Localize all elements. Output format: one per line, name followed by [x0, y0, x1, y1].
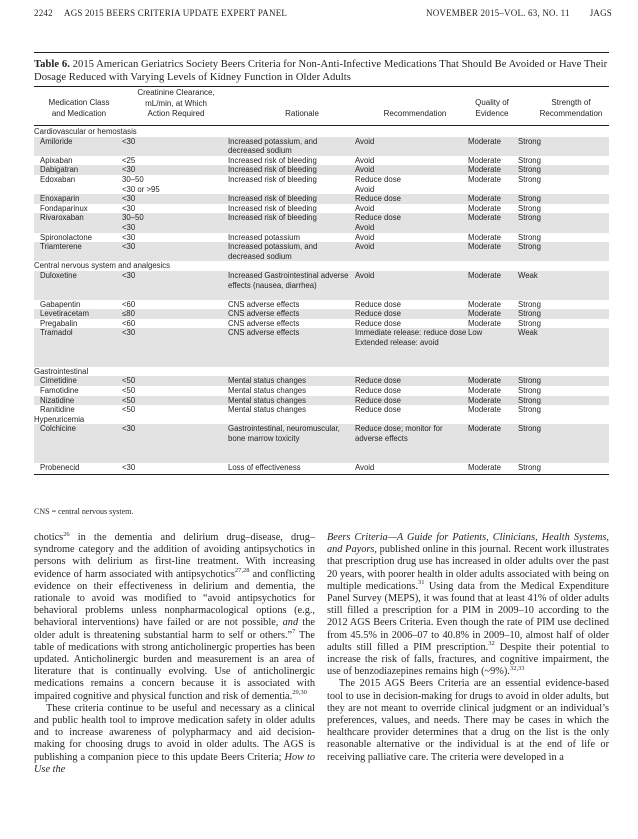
table-row — [34, 204, 609, 214]
header-creatinine: Creatinine Clearance, mL/min, at Which Action Required — [137, 88, 215, 118]
cell-rationale: CNS adverse effects — [228, 328, 300, 338]
paragraph: chotics$^{26}$ in the dementia and delirium drug–disease, drug–syndrome category and the addition of avoiding antipsychotics in persons with delirium as first-line treatment. With increasing evidence of harm associated with antipsychotics$^{27,28}$ and conflicting evidence on their effectiveness in delirium and dementia, the rationale to avoid was modified to “avoid antipsychotics for behavioral problems unless nonpharmacological options (e.g., behavioral interventions) have failed or are not possible, and the older adult is threatening substantial harm to self or others.”$^7$ The table of medications with strong anticholinergic properties has been updated. Anticholinergic burden and measurement is an area of literature that is continually evolving. Use of anticholinergic medications remains a concern because it is associated with impaired cognitive and physical function and risk of dementia.$^{29,30}$ — [34, 530, 316, 702]
table-row — [34, 309, 609, 319]
cell-medication: Spironolactone — [40, 232, 93, 242]
cell-strength: Strong — [518, 386, 541, 396]
cell-rationale: Increased risk of bleeding — [228, 194, 317, 204]
cell-creatinine-clearance: <60 — [122, 299, 136, 309]
header-bottom-rule — [34, 125, 609, 126]
table-row — [34, 328, 609, 366]
paragraph: Beers Criteria—A Guide for Patients, Clinicians, Health Systems, and Payors, published online in this journal. Recent work illustrates that prescription drug use has increased in older adults over the past 20 years, with poorer health in older adults associated with being on multiple medications.$^{31}$ Using data from the Medical Expenditure Panel Survey (MEPS), it was found that at least 41% of older adults still filled a prescription for a PIM in 2009–10 according to the 2012 AGS Beers Criteria. Even though the rate of PIM use declined from 45.5% in 2006–07 to 40.8% in 2009–10, almost half of older adults still filled a PIM prescription.$^{32}$ Despite their potential to increase the risk of falls, fractures, and cognitive impairment, the use of benzodiazepines remains high (~9%).$^{32,33}$ — [327, 532, 610, 678]
cell-quality: Moderate — [468, 203, 501, 213]
table-row — [34, 463, 609, 473]
cell-rationale: Mental status changes — [228, 376, 307, 386]
cell-rationale: Increased risk of bleeding — [228, 165, 317, 175]
cell-recommendation: Reduce dose Avoid — [355, 174, 401, 194]
cell-quality: Moderate — [468, 270, 501, 280]
cell-quality: Moderate — [468, 174, 501, 184]
cell-creatinine-clearance: <30 — [122, 232, 136, 242]
cell-rationale: Increased risk of bleeding — [228, 203, 317, 213]
cell-creatinine-clearance: <25 — [122, 155, 136, 165]
cell-strength: Strong — [518, 405, 541, 415]
cell-creatinine-clearance: 30–50 <30 — [122, 213, 144, 232]
cell-recommendation: Avoid — [355, 165, 375, 175]
cell-creatinine-clearance: <30 — [122, 328, 136, 338]
cell-quality: Moderate — [468, 318, 501, 328]
table-body — [34, 127, 609, 472]
body-column-right — [327, 532, 609, 764]
table-row — [34, 156, 609, 166]
cell-medication: Gabapentin — [40, 299, 81, 309]
cell-strength: Strong — [518, 424, 541, 434]
cell-medication: Apixaban — [40, 155, 73, 165]
table-row — [34, 137, 609, 156]
cell-strength: Strong — [518, 395, 541, 405]
cell-strength: Strong — [518, 318, 541, 328]
table-label: Table 6. — [34, 59, 70, 70]
running-head — [34, 8, 612, 22]
table-caption-text: 2015 American Geriatrics Society Beers Criteria for Non-Anti-Infective Medications That Should Be Avoided or Have Their Dosage Reduced with Varying Levels of Kidney Function in Older Adults — [34, 59, 608, 83]
table-bottom-rule — [34, 474, 609, 475]
table-row — [34, 242, 609, 261]
header-quality: Quality of Evidence — [475, 98, 509, 118]
cell-strength: Strong — [518, 155, 541, 165]
page-number: 2242 — [34, 8, 53, 18]
table-section-heading — [34, 261, 609, 271]
cell-strength: Strong — [518, 242, 541, 252]
cell-strength: Strong — [518, 462, 541, 472]
table-row — [34, 271, 609, 300]
section-label: Cardiovascular or hemostasis — [34, 127, 137, 136]
section-label: Gastrointestinal — [34, 366, 89, 376]
cell-medication: Famotidine — [40, 386, 79, 396]
cell-rationale: CNS adverse effects — [228, 299, 300, 309]
section-label: Hyperuricemia — [34, 414, 85, 424]
cell-medication: Colchicine — [40, 424, 76, 434]
cell-medication: Nizatidine — [40, 395, 75, 405]
table-row — [34, 213, 609, 232]
cell-medication: Rivaroxaban — [40, 213, 84, 223]
caption-top-rule — [34, 52, 609, 53]
cell-recommendation: Reduce dose — [355, 299, 401, 309]
table-row — [34, 233, 609, 243]
cell-quality: Moderate — [468, 376, 501, 386]
cell-quality: Moderate — [468, 232, 501, 242]
cell-recommendation: Reduce dose — [355, 309, 401, 319]
table-row — [34, 386, 609, 396]
cell-rationale: CNS adverse effects — [228, 318, 300, 328]
cell-creatinine-clearance: 30–50 <30 or >95 — [122, 174, 160, 194]
cell-quality: Moderate — [468, 386, 501, 396]
cell-strength: Weak — [518, 270, 538, 280]
cell-quality: Moderate — [468, 242, 501, 252]
cell-medication: Tramadol — [40, 328, 73, 338]
header-strength: Strength of Recommendation — [539, 98, 603, 118]
cell-quality: Moderate — [468, 136, 501, 146]
cell-quality: Moderate — [468, 395, 501, 405]
cell-recommendation: Avoid — [355, 155, 375, 165]
cell-recommendation: Reduce dose — [355, 376, 401, 386]
cell-recommendation: Reduce dose — [355, 318, 401, 328]
cell-strength: Weak — [518, 328, 538, 338]
cell-quality: Moderate — [468, 165, 501, 175]
cell-creatinine-clearance: <50 — [122, 386, 136, 396]
cell-medication: Fondaparinux — [40, 203, 88, 213]
cell-recommendation: Avoid — [355, 270, 375, 280]
table-caption — [34, 58, 609, 84]
cell-rationale: Increased potassium, and decreased sodium — [228, 136, 318, 156]
paragraph: The 2015 AGS Beers Criteria are an essential evidence-based tool to use in decision-making for drugs to avoid in older adults, but they are not meant to override clinical judgment or an individual’s preferences, values, and needs. There may be cases in which the healthcare provider determines that a drug on the list is the only reasonable alternative or the individual is at the end of life or receiving palliative care. The criteria were developed in a — [327, 678, 609, 763]
table-row — [34, 376, 609, 386]
cell-medication: Dabigatran — [40, 165, 79, 175]
cell-recommendation: Reduce dose — [355, 395, 401, 405]
cell-medication: Probenecid — [40, 462, 80, 472]
cell-creatinine-clearance: <30 — [122, 270, 136, 280]
cell-creatinine-clearance: <30 — [122, 424, 136, 434]
table-row — [34, 194, 609, 204]
cell-quality: Low — [468, 328, 483, 338]
journal-name: JAGS — [589, 8, 612, 18]
cell-rationale: Increased risk of bleeding — [228, 155, 317, 165]
cell-recommendation: Avoid — [355, 242, 375, 252]
cell-creatinine-clearance: <30 — [122, 242, 136, 252]
cell-rationale: Mental status changes — [228, 395, 307, 405]
cell-quality: Moderate — [468, 155, 501, 165]
cell-recommendation: Reduce dose — [355, 194, 401, 204]
cell-rationale: Mental status changes — [228, 405, 307, 415]
table-section-heading — [34, 367, 609, 377]
cell-rationale: CNS adverse effects — [228, 309, 300, 319]
cell-quality: Moderate — [468, 424, 501, 434]
cell-rationale: Increased risk of bleeding — [228, 174, 317, 184]
cell-creatinine-clearance: <50 — [122, 405, 136, 415]
table-section-heading — [34, 415, 609, 425]
cell-creatinine-clearance: <30 — [122, 203, 136, 213]
table-row — [34, 396, 609, 406]
cell-creatinine-clearance: <30 — [122, 136, 136, 146]
cell-creatinine-clearance: <30 — [122, 165, 136, 175]
header-medication: Medication Class and Medication — [48, 98, 110, 118]
cell-medication: Levetiracetam — [40, 309, 89, 319]
cell-recommendation: Reduce dose Avoid — [355, 213, 401, 232]
cell-quality: Moderate — [468, 194, 501, 204]
cell-quality: Moderate — [468, 299, 501, 309]
cell-quality: Moderate — [468, 309, 501, 319]
table-footnote: CNS = central nervous system. — [34, 507, 134, 516]
paragraph: These criteria continue to be useful and necessary as a clinical and public health tool to improve medication safety in older adults and to increase awareness of polypharmacy and aid decision-making for choosing drugs to avoid in older adults. The AGS is publishing a companion piece to this update Beers Criteria; How to Use the — [34, 702, 316, 775]
cell-creatinine-clearance: <50 — [122, 376, 136, 386]
cell-creatinine-clearance: <30 — [122, 194, 136, 204]
cell-strength: Strong — [518, 165, 541, 175]
cell-strength: Strong — [518, 232, 541, 242]
cell-medication: Ranitidine — [40, 405, 75, 415]
cell-strength: Strong — [518, 309, 541, 319]
issue-info: NOVEMBER 2015–VOL. 63, NO. 11 — [426, 8, 570, 18]
cell-strength: Strong — [518, 174, 541, 184]
cell-rationale: Increased Gastrointestinal adverse effects (nausea, diarrhea) — [228, 270, 349, 290]
cell-medication: Cimetidine — [40, 376, 77, 386]
cell-creatinine-clearance: <60 — [122, 318, 136, 328]
cell-medication: Edoxaban — [40, 174, 76, 184]
table-row — [34, 405, 609, 415]
cell-creatinine-clearance: <30 — [122, 462, 136, 472]
cell-medication: Enoxaparin — [40, 194, 80, 204]
cell-creatinine-clearance: <50 — [122, 395, 136, 405]
cell-recommendation: Avoid — [355, 462, 375, 472]
cell-strength: Strong — [518, 299, 541, 309]
cell-rationale: Increased risk of bleeding — [228, 213, 317, 223]
cell-medication: Triamterene — [40, 242, 82, 252]
cell-quality: Moderate — [468, 462, 501, 472]
cell-rationale: Increased potassium — [228, 232, 300, 242]
header-recommendation: Recommendation — [383, 109, 447, 118]
table-row — [34, 175, 609, 194]
cell-rationale: Gastrointestinal, neuromuscular, bone marrow toxicity — [228, 424, 340, 444]
cell-recommendation: Reduce dose — [355, 405, 401, 415]
cell-rationale: Mental status changes — [228, 386, 307, 396]
running-title: AGS 2015 BEERS CRITERIA UPDATE EXPERT PANEL — [64, 8, 288, 18]
cell-strength: Strong — [518, 203, 541, 213]
cell-medication: Pregabalin — [40, 318, 78, 328]
cell-recommendation: Avoid — [355, 136, 375, 146]
cell-recommendation: Reduce dose; monitor for adverse effects — [355, 424, 443, 444]
section-label: Central nervous system and analgesics — [34, 261, 171, 271]
table-row — [34, 424, 609, 462]
cell-strength: Strong — [518, 376, 541, 386]
cell-medication: Duloxetine — [40, 270, 77, 280]
table-header — [34, 88, 609, 124]
header-rationale: Rationale — [285, 109, 319, 118]
table-row — [34, 165, 609, 175]
cell-strength: Strong — [518, 213, 541, 223]
cell-strength: Strong — [518, 194, 541, 204]
cell-medication: Amiloride — [40, 136, 73, 146]
cell-strength: Strong — [518, 136, 541, 146]
cell-quality: Moderate — [468, 213, 501, 223]
cell-recommendation: Avoid — [355, 232, 375, 242]
cell-quality: Moderate — [468, 405, 501, 415]
body-column-left — [34, 532, 315, 776]
header-top-rule — [34, 86, 609, 87]
cell-creatinine-clearance: ≤80 — [122, 309, 135, 319]
cell-rationale: Loss of effectiveness — [228, 462, 301, 472]
cell-rationale: Increased potassium, and decreased sodium — [228, 242, 318, 261]
table-section-heading — [34, 127, 609, 137]
cell-recommendation: Reduce dose — [355, 386, 401, 396]
table-row — [34, 319, 609, 329]
cell-recommendation: Immediate release: reduce dose Extended release: avoid — [355, 328, 467, 348]
table-row — [34, 300, 609, 310]
cell-recommendation: Avoid — [355, 203, 375, 213]
